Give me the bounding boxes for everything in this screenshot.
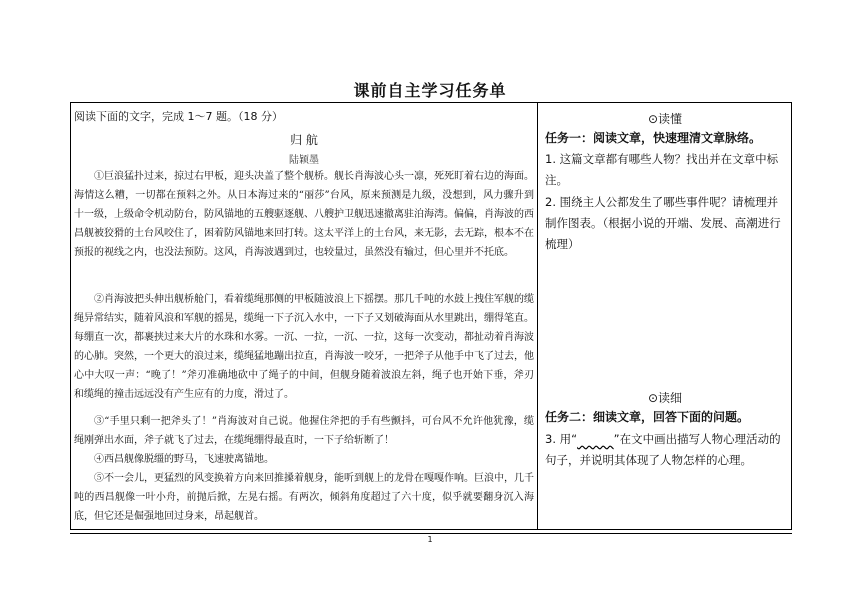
paragraph-2: ②肖海波把头伸出舰桥舱门，看着缆绳那侧的甲板随波浪上下摇摆。那几千吨的水鼓上拽住军舰的缆绳异常结实，随着风浪和军舰的摇晃，缆绳一下子沉入水中，一下子又划破海面从水里跳出，绷得笔直。每绷直一次，都裹挟过来大片的水珠和水雾。一沉、一拉，一沉、一拉，这每一次变动，都扯动着肖海波的心肺。突然，一个更大的浪过来，缆绳猛地蹦出拉直，肖海波一咬牙，一把斧子从他手中飞了过去，他心中大叹一声：“晚了！”斧刃准确地砍中了绳子的中间，但舰身随着波浪左斜，绳子也开始下垂，斧刃和缆绳的撞击远远没有产生应有的力度，滑过了。: [74, 294, 534, 400]
instruction-text: 阅读下面的文字，完成 1～7 题。（18 分）: [74, 110, 283, 123]
paragraph-5: ⑤不一会儿，更猛烈的风变换着方向来回推搡着舰身，能听到舰上的龙骨在嘎嘎作响。巨浪中，几千吨的西昌舰像一叶小舟，前抛后掀，左晃右摇。有两次，倾斜角度超过了六十度，似乎就要翻身沉入海底，但它还是倔强地回过身来，昂起舰首。: [74, 473, 534, 522]
paragraph-3: ③“手里只剩一把斧头了！”肖海波对自己说。他握住斧把的手有些颤抖，可台风不允许他犹豫，缆绳刚弹出水面，斧子就飞了过去，在缆绳绷得最直时，一下子给斩断了！: [74, 416, 534, 446]
reading-passage-cell: [71, 103, 537, 529]
paragraph-1: ①巨浪猛扑过来，掠过右甲板，迎头决盖了整个舰桥。舰长肖海波心头一凛，死死盯着右边的海面。海情这么糟，一切都在预料之外。从日本海过来的“丽莎”台风，原来预测是九级，没想到，风力骤升到十一级，上级命令机动防台，防风锚地的五艘驱逐舰、八艘护卫舰迅速撤离驻泊海湾。偏偏，肖海波的西昌舰被狡猾的土台风咬住了，困着防风锚地来回打转。这太平洋上的土台风，来无影，去无踪，根本不在预报的视线之内，也没法预防。这风，肖海波遇到过，也较量过，虽然没有输过，但心里并不托底。: [74, 171, 534, 258]
question-3: [545, 429, 789, 471]
question-2: 2. 围绕主人公都发生了哪些事件呢？请梳理并制作图表。（根据小说的开端、发展、高潮进行梳理）: [545, 195, 781, 251]
page-title: 课前自主学习任务单: [353, 81, 507, 100]
question-1: 1. 这篇文章都有哪些人物？找出并在文章中标注。: [545, 152, 779, 187]
footer-rule: [70, 533, 792, 534]
task-one-label: 任务一：阅读文章，: [545, 131, 654, 145]
task-two: 任务二：细读文章，回答下面的问题。: [545, 410, 750, 424]
paragraph-4: ④西昌舰像脱缰的野马，飞速驶离锚地。: [94, 454, 274, 465]
author-name: 陆颖墨: [289, 155, 319, 166]
task-one-emphasis: 快速理清文章脉络。: [653, 131, 762, 145]
wavy-underline-mark: [577, 432, 614, 446]
question-3-suffix: ”在文中画出描写人物心理活动的句子，并说明其体现了人物怎样的心理。: [545, 432, 781, 467]
task-guide-cell: [538, 103, 792, 529]
question-3-prefix: 3. 用“: [545, 432, 578, 446]
section-heading-read-detail: ⊙读细: [647, 391, 683, 405]
task-one: [545, 128, 789, 148]
task-table: [70, 102, 792, 530]
story-title: 归 航: [290, 133, 318, 147]
section-heading-read-understand: ⊙读懂: [647, 112, 683, 126]
page-number: 1: [427, 535, 433, 544]
